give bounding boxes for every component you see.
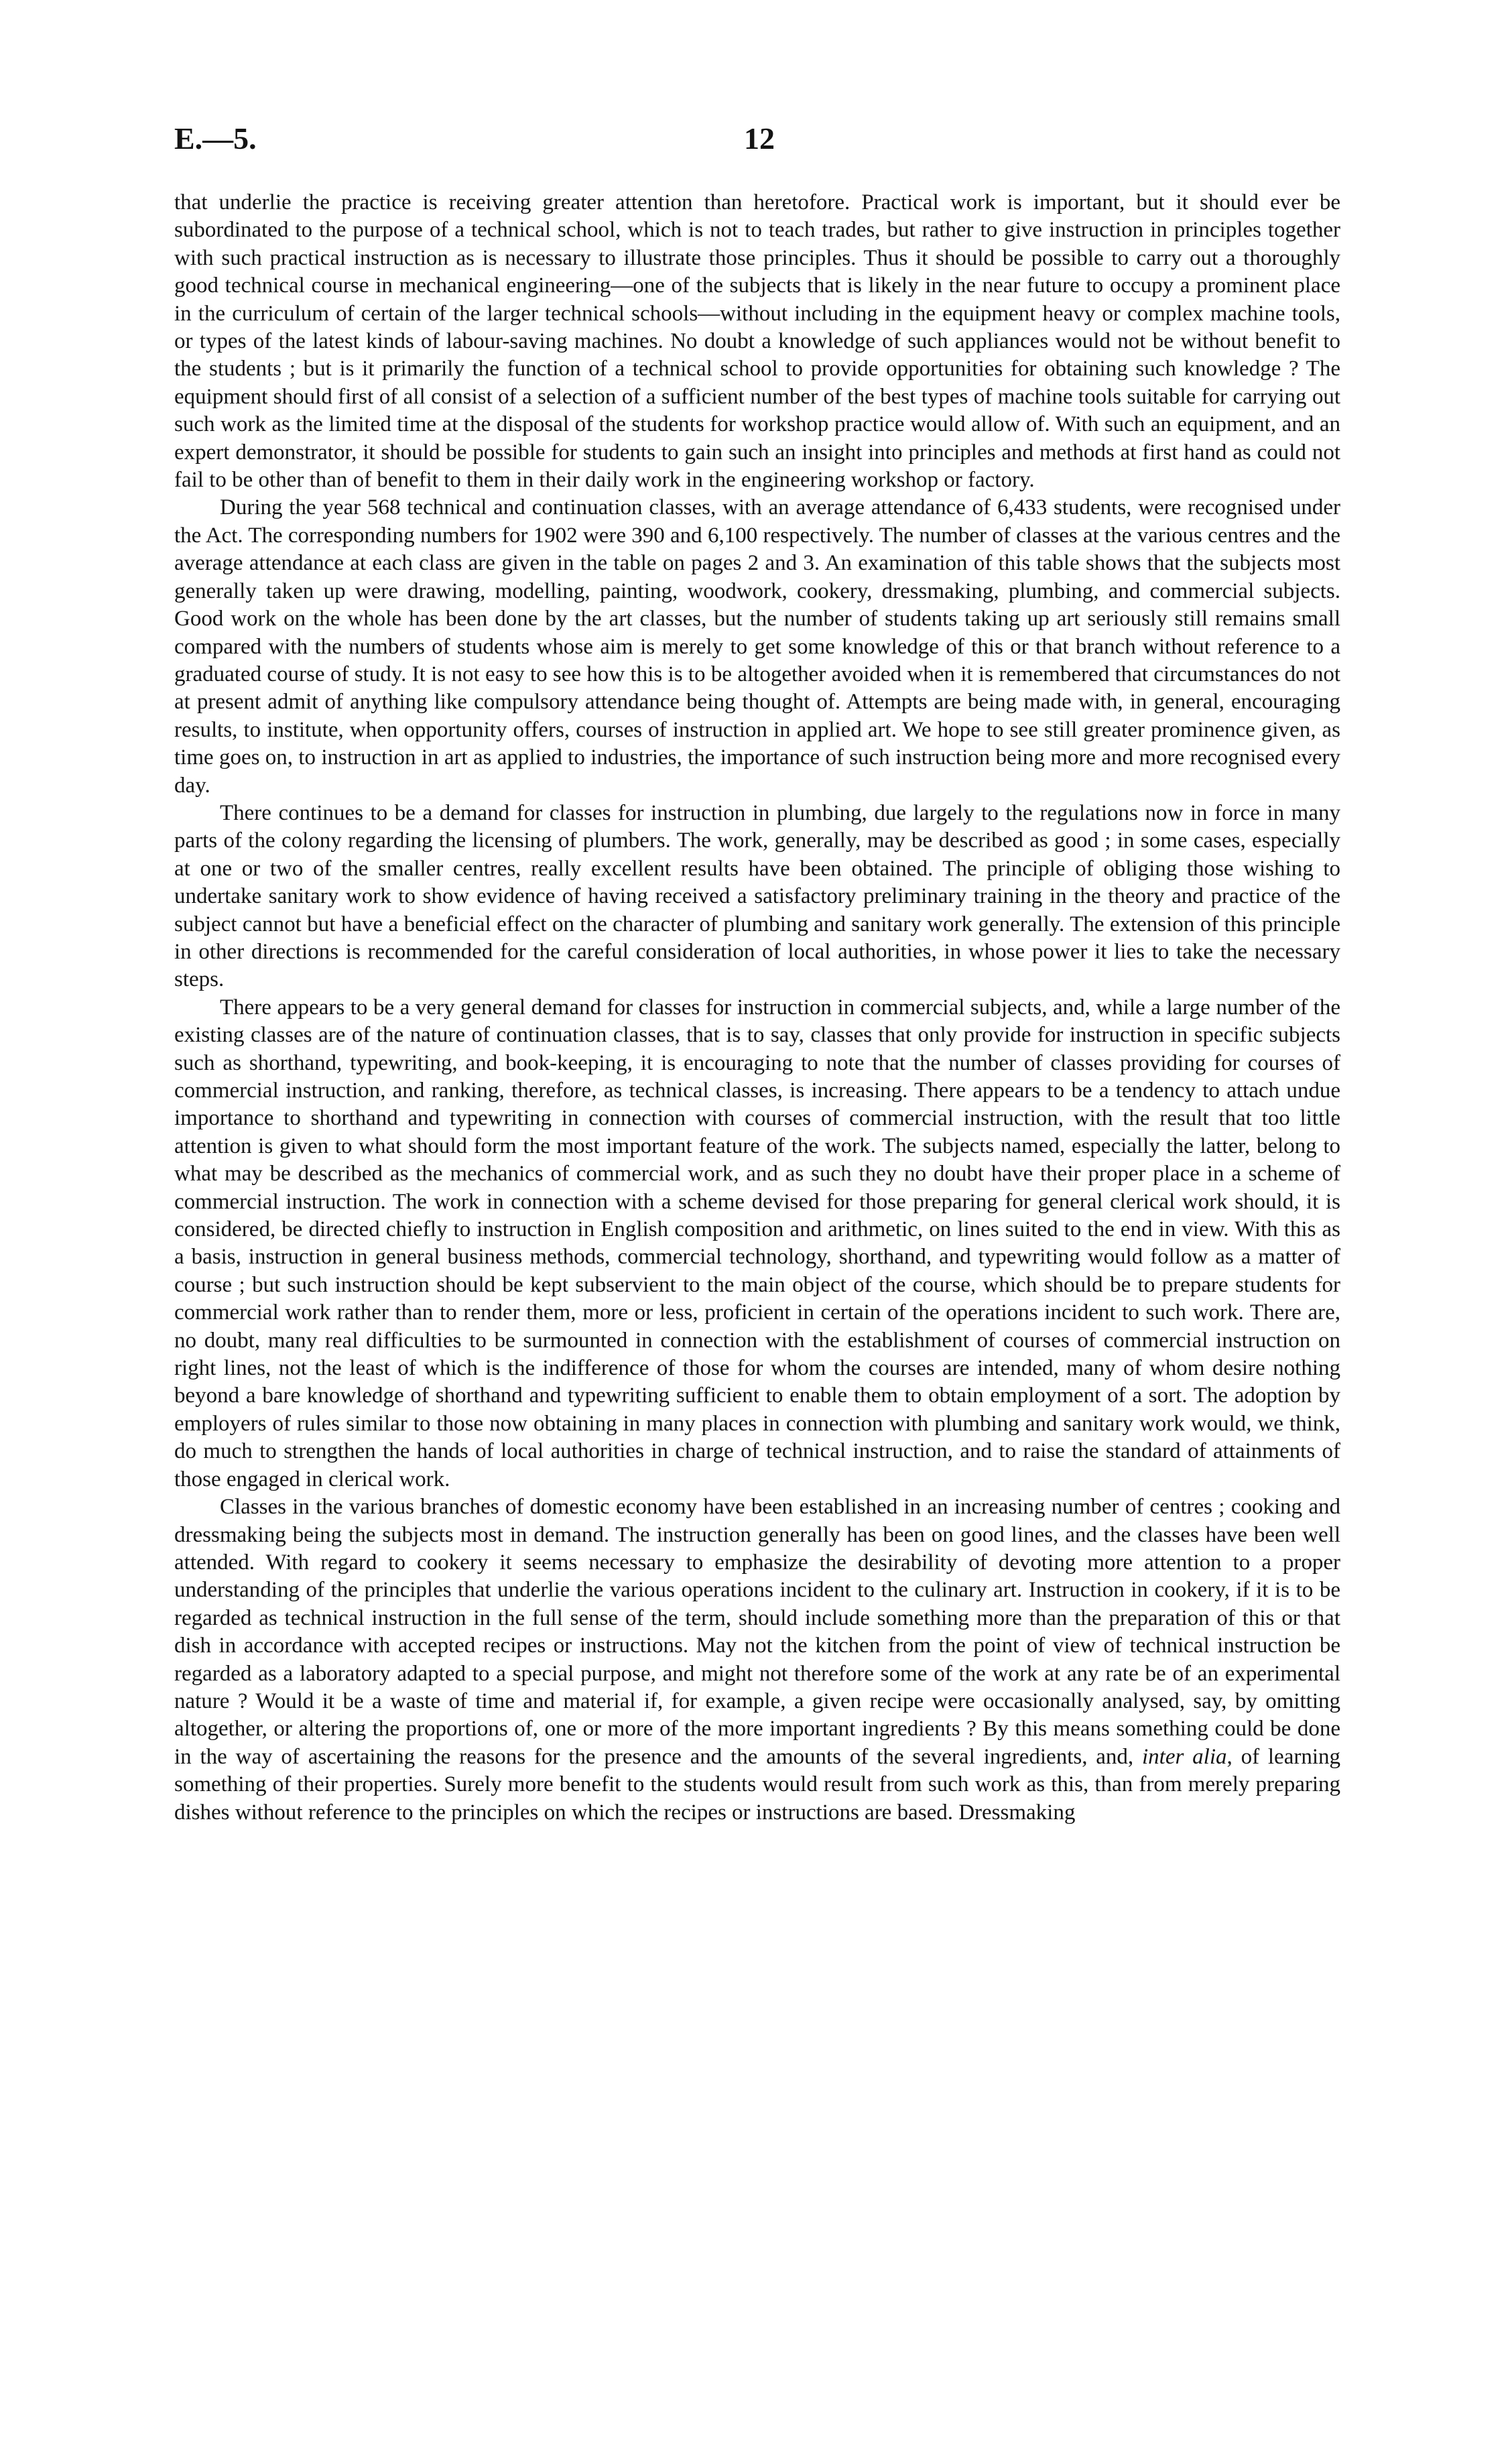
paragraph-class-attendance: During the year 568 technical and continuation classes, with an average attendance of 6,433 students, were recognised under the Act. The corresponding numbers for 1902 were 390 and 6,100 respectively. The number of classes at the various centres and the average attendance at each class are given in the table on pages 2 and 3. An examination of this table shows that the subjects most generally taken up were drawing, modelling, painting, woodwork, cookery, dressmaking, plumbing, and commercial subjects. Good work on the whole has been done by the art classes, but the number of students taking up art seriously still remains small compared with the numbers of students whose aim is merely to get some knowledge of this or that branch without reference to a graduated course of study. It is not easy to see how this is to be altogether avoided when it is remembered that circumstances do not at present admit of anything like compulsory attendance being thought of. Attempts are being made with, in general, encouraging results, to institute, when opportunity offers, courses of instruction in applied art. We hope to see still greater prominence given, as time goes on, to instruction in art as applied to industries, the importance of such instruction being more and more recognised every day. bbox=[174, 495, 1340, 798]
paragraph-domestic-economy bbox=[174, 1493, 1340, 1827]
domestic-economy-text-end: , of learning something of their properties. Surely more benefit to the students would result from such work as this, than from merely preparing dishes without reference to the principles on which the recipes or instructions are based. Dressmaking bbox=[174, 1744, 1341, 1825]
paragraph-mechanical-engineering: that underlie the practice is receiving greater attention than heretofore. Practical work is important, but it should ever be subordinated to the purpose of a technical school, which is not to teach trades, but rather to give instruction in principles together with such practical instruction as is necessary to illustrate those principles. Thus it should be possible to carry out a thoroughly good technical course in mechanical engineering—one of the subjects that is likely in the near future to occupy a prominent place in the curriculum of certain of the larger technical schools—without including in the equipment heavy or complex machine tools, or types of the latest kinds of labour-saving machines. No doubt a knowledge of such appliances would not be without benefit to the students ; but is it primarily the function of a technical school to provide opportunities for obtaining such knowledge ? The equipment should first of all consist of a selection of a sufficient number of the best types of machine tools suitable for carrying out such work as the limited time at the disposal of the students for workshop practice would allow of. With such an equipment, and an expert demonstrator, it should be possible for students to gain such an insight into principles and methods at first hand as could not fail to be other than of benefit to them in their daily work in the engineering workshop or factory. bbox=[174, 190, 1340, 493]
italic-phrase: inter alia bbox=[1142, 1744, 1227, 1769]
domestic-economy-text-start: Classes in the various branches of domestic economy have been established in an increasing number of centres ; cooking and dressmaking being the subjects most in demand. The instruction generally has been on good lines, and the classes have been well attended. With regard to cookery it seems necessary to emphasize the desirability of devoting more attention to a proper understanding of the principles that underlie the various operations incident to the culinary art. Instruction in cookery, if it is to be regarded as technical instruction in the full sense of the term, should include something more than the preparation of this or that dish in accordance with accepted recipes or instructions. May not the kitchen from the point of view of technical instruction be regarded as a laboratory adapted to a special purpose, and might not therefore some of the work at any rate be of an experimental nature ? Would it be a waste of time and material if, for example, a given recipe were occasionally analysed, say, by omitting altogether, or altering the proportions of, one or more of the more important ingredients ? By this means something could be done in the way of ascertaining the reasons for the presence and the amounts of the several ingredients, and, bbox=[174, 1495, 1340, 1769]
page-header bbox=[174, 121, 1340, 168]
paragraph-plumbing: There continues to be a demand for classes for instruction in plumbing, due largely to the regulations now in force in many parts of the colony regarding the licensing of plumbers. The work, generally, may be described as good ; in some cases, especially at one or two of the smaller centres, really excellent results have been obtained. The principle of obliging those wishing to undertake sanitary work to show evidence of having received a satisfactory preliminary training in the theory and practice of the subject cannot but have a beneficial effect on the character of plumbing and sanitary work generally. The extension of this principle in other directions is recommended for the careful consideration of local authorities, in whose power it lies to take the necessary steps. bbox=[174, 800, 1340, 992]
document-reference: E.—5. bbox=[174, 121, 257, 156]
body-text bbox=[174, 189, 1340, 1827]
paragraph-commercial-subjects: There appears to be a very general demand for classes for instruction in commercial subjects, and, while a large number of the existing classes are of the nature of continuation classes, that is to say, classes that only provide for instruction in specific subjects such as shorthand, typewriting, and book-keeping, it is encouraging to note that the number of classes providing for courses of commercial instruction, and ranking, therefore, as technical classes, is increasing. There appears to be a tendency to attach undue importance to shorthand and typewriting in connection with courses of commercial instruction, with the result that too little attention is given to what should form the most important feature of the work. The subjects named, especially the latter, belong to what may be described as the mechanics of commercial work, and as such they no doubt have their proper place in a scheme of commercial instruction. The work in connection with a scheme devised for those preparing for general clerical work should, it is considered, be directed chiefly to instruction in English composition and arithmetic, on lines suited to the end in view. With this as a basis, instruction in general business methods, commercial technology, shorthand, and typewriting would follow as a matter of course ; but such instruction should be kept subservient to the main object of the course, which should be to prepare students for commercial work rather than to render them, more or less, proficient in certain of the operations incident to such work. There are, no doubt, many real difficulties to be surmounted in connection with the establishment of courses of commercial instruction on right lines, not the least of which is the indifference of those for whom the courses are intended, many of whom desire nothing beyond a bare knowledge of shorthand and typewriting sufficient to enable them to obtain employment of a sort. The adoption by employers of rules similar to those now obtaining in many places in connection with plumbing and sanitary work would, we think, do much to strengthen the hands of local authorities in charge of technical instruction, and to raise the standard of attainments of those engaged in clerical work. bbox=[174, 995, 1340, 1491]
page-number: 12 bbox=[744, 121, 775, 156]
